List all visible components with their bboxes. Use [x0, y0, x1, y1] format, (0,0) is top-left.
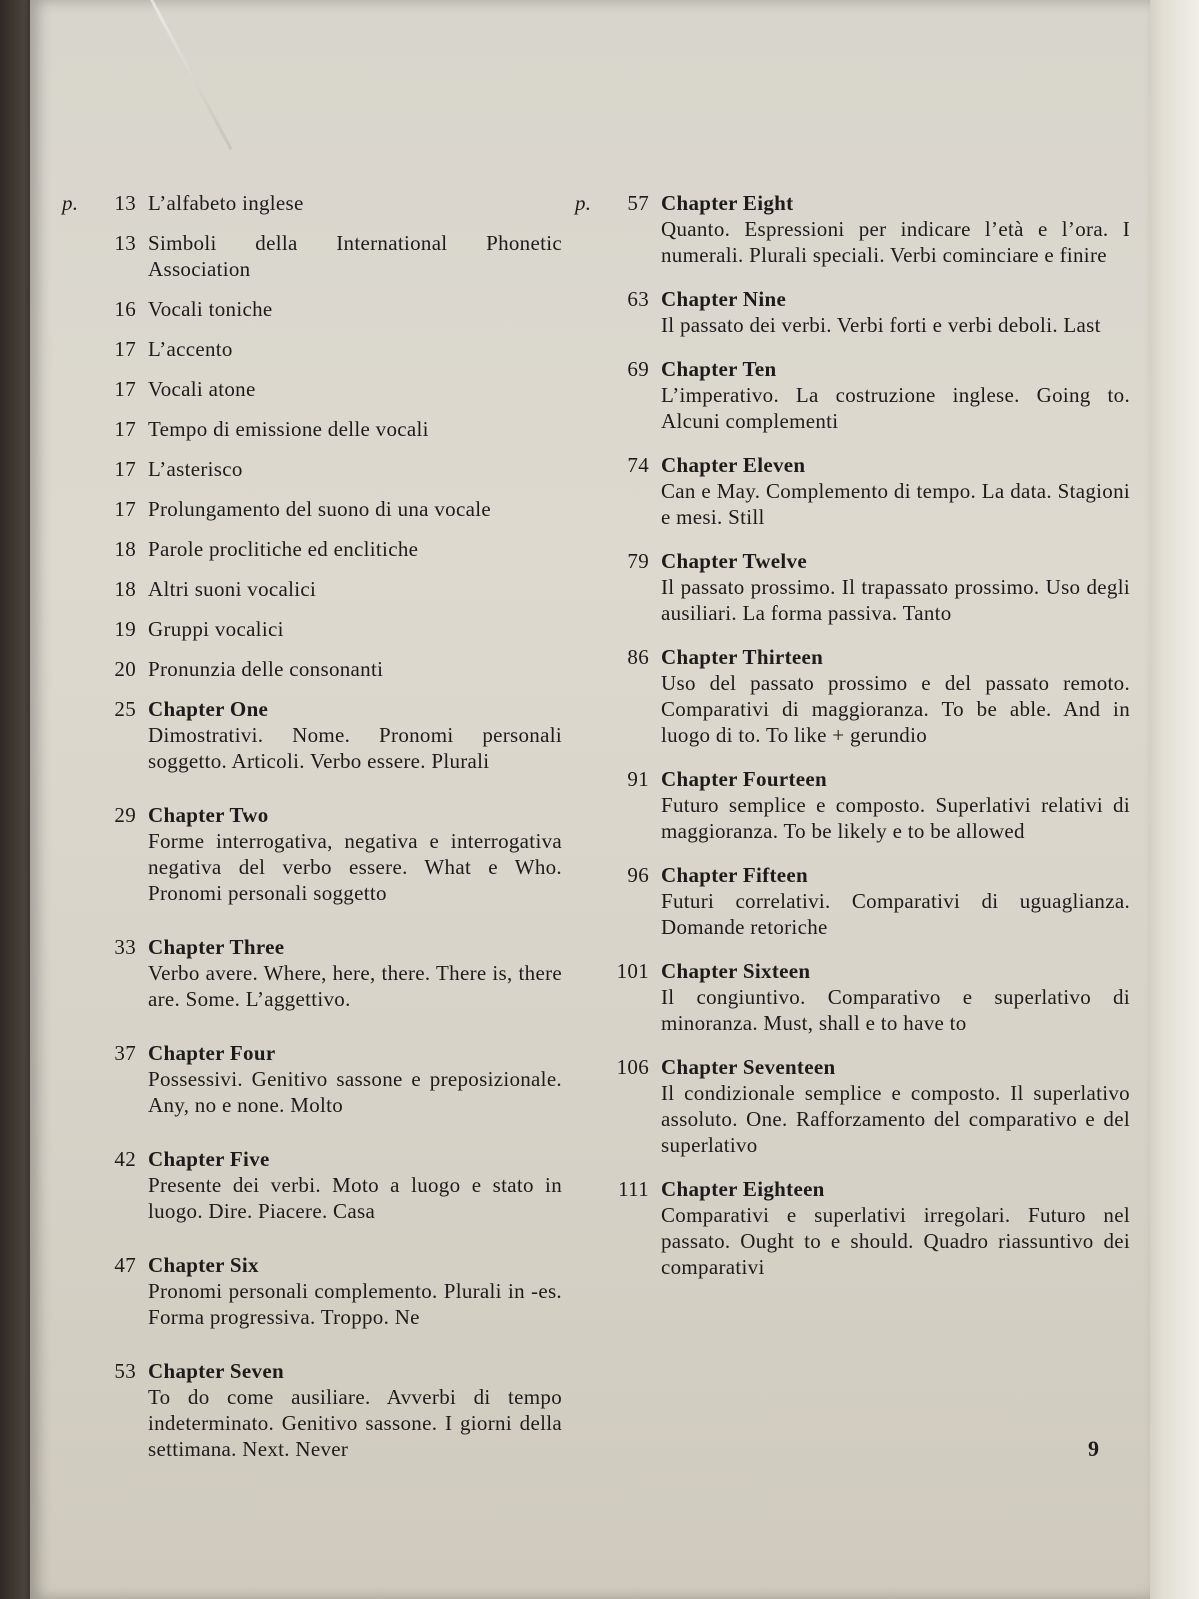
toc-entry: [62, 336, 562, 362]
toc-page-number: 17: [114, 417, 136, 441]
chapter-title: Chapter Three: [148, 935, 285, 959]
chapter-description: Il condizionale semplice e composto. Il superlativo assoluto. One. Rafforzamento del comparativo e del superlativo: [661, 1081, 1130, 1157]
section-title: Prolungamento del suono di una vocale: [148, 497, 491, 521]
toc-entry: [575, 286, 1130, 338]
toc-entry: [62, 696, 562, 774]
toc-page-number: 17: [114, 457, 136, 481]
toc-entry: [575, 958, 1130, 1036]
chapter-title: Chapter Seventeen: [661, 1055, 836, 1079]
toc-entry: [575, 644, 1130, 748]
toc-page-number: 17: [114, 337, 136, 361]
toc-entry: [575, 766, 1130, 844]
chapter-description: Presente dei verbi. Moto a luogo e stato in luogo. Dire. Piacere. Casa: [148, 1173, 562, 1223]
toc-left-column: [62, 190, 562, 1462]
chapter-description: Comparativi e superlativi irregolari. Futuro nel passato. Ought to e should. Quadro riassuntivo dei comparativi: [661, 1203, 1130, 1279]
chapter-title: Chapter Seven: [148, 1359, 284, 1383]
chapter-description: Dimostrativi. Nome. Pronomi personali soggetto. Articoli. Verbo essere. Plurali: [148, 723, 562, 773]
toc-page-number: 79: [627, 549, 649, 573]
paper-crease: [150, 0, 232, 150]
chapter-title: Chapter Eight: [661, 191, 794, 215]
chapter-title: Chapter Two: [148, 803, 269, 827]
toc-page-number: 29: [114, 803, 136, 827]
toc-entry: [575, 452, 1130, 530]
chapter-description: Il passato prossimo. Il trapassato prossimo. Uso degli ausiliari. La forma passiva. Tanto: [661, 575, 1130, 625]
toc-page-number: 96: [627, 863, 649, 887]
toc-entry: [62, 616, 562, 642]
chapter-description: Possessivi. Genitivo sassone e preposizionale. Any, no e none. Molto: [148, 1067, 562, 1117]
toc-page-number: 13: [114, 231, 136, 255]
toc-page-number: 63: [627, 287, 649, 311]
chapter-title: Chapter Sixteen: [661, 959, 811, 983]
chapter-title: Chapter One: [148, 697, 269, 721]
chapter-description: Quanto. Espressioni per indicare l’età e l’ora. I numerali. Plurali speciali. Verbi cominciare e finire: [661, 217, 1130, 267]
toc-entry: [62, 230, 562, 282]
chapter-description: Can e May. Complemento di tempo. La data. Stagioni e mesi. Still: [661, 479, 1130, 529]
chapter-title: Chapter Eighteen: [661, 1177, 825, 1201]
section-title: Tempo di emissione delle vocali: [148, 417, 429, 441]
toc-page-number: 13: [114, 191, 136, 215]
toc-entry: [62, 1252, 562, 1330]
toc-entry: [62, 656, 562, 682]
toc-page-number: 42: [114, 1147, 136, 1171]
chapter-title: Chapter Fifteen: [661, 863, 808, 887]
toc-page-number: 20: [114, 657, 136, 681]
toc-page-number: 16: [114, 297, 136, 321]
toc-right-column: [575, 190, 1130, 1280]
chapter-title: Chapter Thirteen: [661, 645, 824, 669]
toc-entry: [575, 548, 1130, 626]
chapter-title: Chapter Eleven: [661, 453, 806, 477]
toc-entry: [62, 456, 562, 482]
toc-entry: [575, 1054, 1130, 1158]
toc-entry: [62, 496, 562, 522]
section-title: Simboli della International Phonetic Association: [148, 231, 562, 281]
toc-page-number: 17: [114, 377, 136, 401]
toc-entry: [62, 934, 562, 1012]
toc-entry: [62, 1146, 562, 1224]
toc-entry: [62, 190, 562, 216]
chapter-description: Pronomi personali complemento. Plurali in -es. Forma progressiva. Troppo. Ne: [148, 1279, 562, 1329]
toc-entry: [575, 862, 1130, 940]
page-prefix: p.: [575, 191, 592, 215]
section-title: L’alfabeto inglese: [148, 191, 304, 215]
toc-entry: [62, 536, 562, 562]
chapter-description: Futuri correlativi. Comparativi di uguaglianza. Domande retoriche: [661, 889, 1130, 939]
toc-entry: [62, 376, 562, 402]
section-title: Vocali atone: [148, 377, 256, 401]
toc-entry: [575, 1176, 1130, 1280]
toc-entry: [62, 576, 562, 602]
chapter-title: Chapter Five: [148, 1147, 270, 1171]
chapter-title: Chapter Nine: [661, 287, 787, 311]
book-page: [30, 0, 1150, 1599]
toc-page-number: 111: [618, 1177, 649, 1201]
chapter-description: Verbo avere. Where, here, there. There is, there are. Some. L’aggettivo.: [148, 961, 562, 1011]
toc-page-number: 37: [114, 1041, 136, 1065]
toc-page-number: 17: [114, 497, 136, 521]
toc-page-number: 25: [114, 697, 136, 721]
chapter-description: Forme interrogativa, negativa e interrogativa negativa del verbo essere. What e Who. Pronomi personali soggetto: [148, 829, 562, 905]
page-number: 9: [1088, 1436, 1099, 1461]
chapter-description: L’imperativo. La costruzione inglese. Going to. Alcuni complementi: [661, 383, 1130, 433]
section-title: Altri suoni vocalici: [148, 577, 317, 601]
toc-entry: [62, 1358, 562, 1462]
chapter-description: Uso del passato prossimo e del passato remoto. Comparativi di maggioranza. To be able. And in luogo di to. To like + gerundio: [661, 671, 1130, 747]
toc-page-number: 91: [627, 767, 649, 791]
section-title: L’asterisco: [148, 457, 243, 481]
toc-page-number: 33: [114, 935, 136, 959]
section-title: Vocali toniche: [148, 297, 273, 321]
chapter-description: Il passato dei verbi. Verbi forti e verbi deboli. Last: [661, 313, 1101, 337]
chapter-description: Il congiuntivo. Comparativo e superlativo di minoranza. Must, shall e to have to: [661, 985, 1130, 1035]
section-title: Pronunzia delle consonanti: [148, 657, 384, 681]
chapter-description: Futuro semplice e composto. Superlativi relativi di maggioranza. To be likely e to be allowed: [661, 793, 1130, 843]
toc-page-number: 53: [114, 1359, 136, 1383]
section-title: Parole proclitiche ed enclitiche: [148, 537, 419, 561]
chapter-title: Chapter Six: [148, 1253, 259, 1277]
toc-page-number: 69: [627, 357, 649, 381]
chapter-description: To do come ausiliare. Avverbi di tempo indeterminato. Genitivo sassone. I giorni della settimana. Next. Never: [148, 1385, 562, 1461]
toc-page-number: 18: [114, 577, 136, 601]
toc-entry: [575, 190, 1130, 268]
chapter-title: Chapter Ten: [661, 357, 777, 381]
toc-entry: [62, 296, 562, 322]
toc-entry: [62, 802, 562, 906]
toc-page-number: 18: [114, 537, 136, 561]
toc-page-number: 101: [616, 959, 649, 983]
chapter-title: Chapter Fourteen: [661, 767, 827, 791]
toc-page-number: 86: [627, 645, 649, 669]
toc-entry: [62, 1040, 562, 1118]
toc-page-number: 74: [627, 453, 649, 477]
toc-page-number: 106: [616, 1055, 649, 1079]
toc-entry: [62, 416, 562, 442]
toc-page-number: 19: [114, 617, 136, 641]
chapter-title: Chapter Twelve: [661, 549, 807, 573]
section-title: L’accento: [148, 337, 233, 361]
toc-page-number: 47: [114, 1253, 136, 1277]
chapter-title: Chapter Four: [148, 1041, 276, 1065]
page-prefix: p.: [62, 191, 79, 215]
toc-entry: [575, 356, 1130, 434]
toc-page-number: 57: [627, 191, 649, 215]
section-title: Gruppi vocalici: [148, 617, 284, 641]
